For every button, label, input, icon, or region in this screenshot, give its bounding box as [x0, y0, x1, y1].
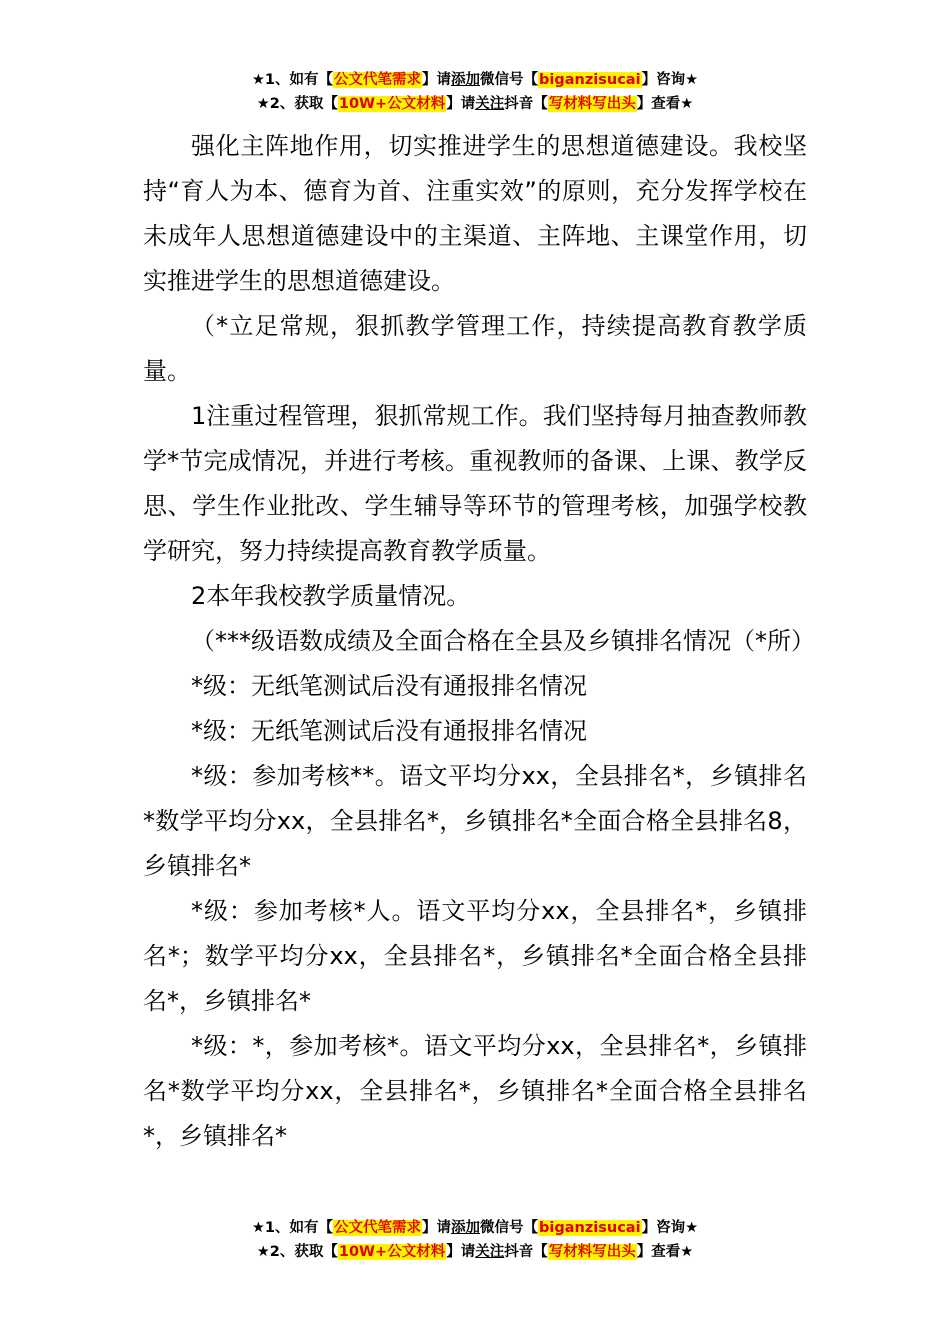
banner-line-2: ★2、获取【10W+公文材料】请关注抖音【写材料写出头】查看★	[256, 96, 694, 112]
header-banner	[0, 68, 950, 116]
banner-line-1: ★1、如有【公文代笔需求】请添加微信号【biganzisucai】咨询★	[251, 1220, 699, 1236]
paragraph: （***级语数成绩及全面合格在全县及乡镇排名情况（*所）	[191, 627, 815, 655]
banner-wechat-id: biganzisucai	[539, 72, 641, 88]
paragraph: *级：无纸笔测试后没有通报排名情况	[191, 717, 587, 745]
banner-highlight: 10W+公文材料	[338, 1244, 446, 1260]
paragraph: 1注重过程管理，狠抓常规工作。我们坚持每月抽查教师教学*节完成情况，并进行考核。重视教师的备课、上课、教学反思、学生作业批改、学生辅导等环节的管理考核，加强学校教学研究，努力持续提高教育教学质量。	[143, 402, 807, 565]
banner-highlight: 公文代笔需求	[334, 72, 422, 88]
footer-banner	[0, 1216, 950, 1264]
banner-highlight: 10W+公文材料	[338, 96, 446, 112]
banner-line-1: ★1、如有【公文代笔需求】请添加微信号【biganzisucai】咨询★	[251, 72, 699, 88]
paragraph: 2本年我校教学质量情况。	[191, 582, 471, 610]
banner-line-2: ★2、获取【10W+公文材料】请关注抖音【写材料写出头】查看★	[256, 1244, 694, 1260]
paragraph: *级：*，参加考核*。语文平均分xx，全县排名*，乡镇排名*数学平均分xx，全县排名*，乡镇排名*全面合格全县排名*，乡镇排名*	[143, 1032, 807, 1150]
paragraph: （*立足常规，狠抓教学管理工作，持续提高教育教学质量。	[143, 312, 807, 385]
banner-highlight: 公文代笔需求	[334, 1220, 422, 1236]
paragraph: *级：参加考核*人。语文平均分xx，全县排名*，乡镇排名*；数学平均分xx，全县排名*，乡镇排名*全面合格全县排名*，乡镇排名*	[143, 897, 807, 1015]
paragraph: *级：无纸笔测试后没有通报排名情况	[191, 672, 587, 700]
banner-wechat-id: biganzisucai	[539, 1220, 641, 1236]
paragraph: *级：参加考核**。语文平均分xx，全县排名*，乡镇排名*数学平均分xx，全县排名*，乡镇排名*全面合格全县排名8，乡镇排名*	[143, 762, 807, 880]
document-body	[143, 124, 815, 1159]
banner-douyin-id: 写材料写出头	[548, 96, 636, 112]
paragraph: 强化主阵地作用，切实推进学生的思想道德建设。我校坚持“育人为本、德育为首、注重实效”的原则，充分发挥学校在未成年人思想道德建设中的主渠道、主阵地、主课堂作用，切实推进学生的思想道德建设。	[143, 132, 807, 295]
banner-douyin-id: 写材料写出头	[548, 1244, 636, 1260]
